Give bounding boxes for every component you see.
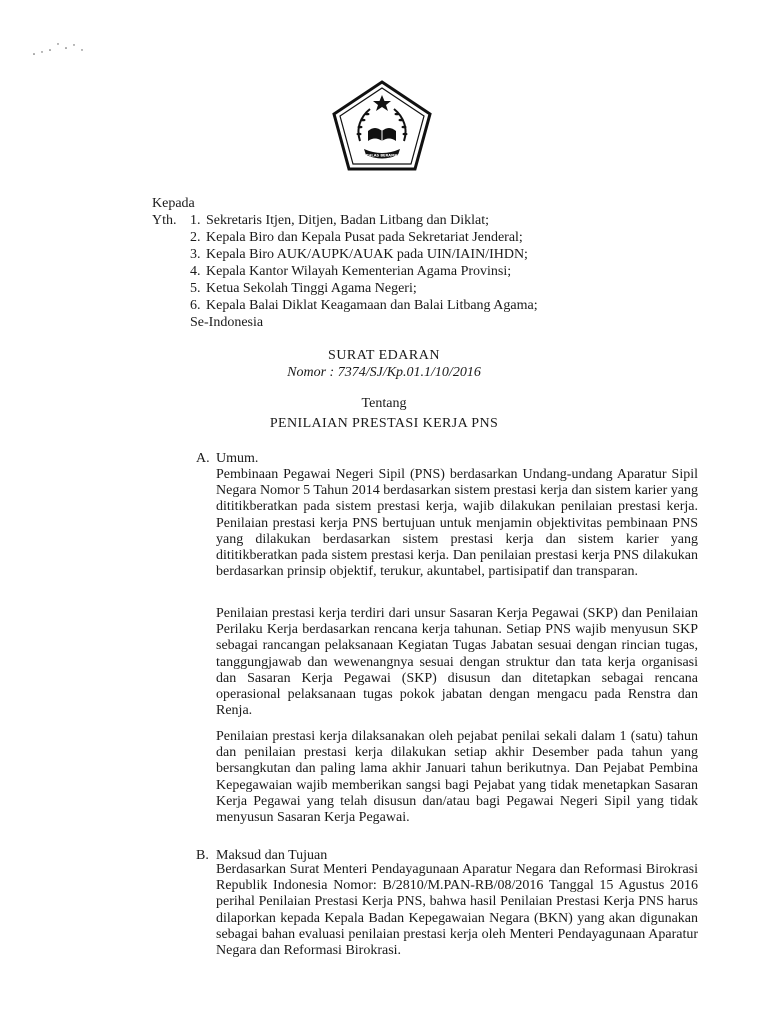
ministry-emblem-icon [330,79,434,173]
letter-number: Nomor : 7374/SJ/Kp.01.1/10/2016 [287,365,481,380]
section-b-heading: B. Maksud dan Tujuan [196,848,328,863]
recipient-list [152,212,538,331]
section-a-paragraph-1: Pembinaan Pegawai Negeri Sipil (PNS) berdasarkan Undang-undang Aparatur Sipil Negara Nomor 5 Tahun 2014 berdasarkan sistem prestasi kerja dan sistem karier yang dititikberatkan pada sistem prestasi kerja, wajib dilakukan penilaian prestasi kerja. Penilaian prestasi kerja PNS bertujuan untuk menjamin objektivitas pembinaan PNS yang dilakukan berdasarkan sistem prestasi kerja dan sistem karier yang dititikberatkan pada sistem prestasi kerja. Dan penilaian prestasi kerja PNS dilakukan berdasarkan prinsip objektif, terukur, akuntabel, partisipatif dan transparan. [216,467,698,580]
recipient-item: 6. Kepala Balai Diklat Keagamaan dan Balai Litbang Agama; [190,298,538,313]
recipient-region: Se-Indonesia [190,315,264,330]
yth-label: Yth. [152,213,177,228]
letter-subject: PENILAIAN PRESTASI KERJA PNS [269,416,499,431]
letter-about-label: Tentang [361,396,407,411]
recipient-item: 5. Ketua Sekolah Tinggi Agama Negeri; [190,281,417,296]
section-a-paragraph-2: Penilaian prestasi kerja terdiri dari unsur Sasaran Kerja Pegawai (SKP) dan Penilaian Perilaku Kerja berdasarkan rencana kerja tahunan. Setiap PNS wajib menyusun SKP sebagai rancangan pelaksanaan Kegiatan Tugas Jabatan sesuai dengan rincian tugas, tanggungjawab dan wewenangnya sesuai dengan struktur dan tata kerja organisasi dan Sasaran Kerja Pegawai (SKP) disusun dan ditetapkan sebagai rencana operasional pelaksanaan tugas pokok jabatan dengan mengacu pada Renstra dan Renja. [216,606,698,719]
recipient-item: Yth. 1. Sekretaris Itjen, Ditjen, Badan Litbang dan Diklat; [152,213,490,228]
section-a-heading: A. Umum. [196,451,259,466]
section-a-paragraph-3: Penilaian prestasi kerja dilaksanakan oleh pejabat penilai sekali dalam 1 (satu) tahun dan penilaian prestasi kerja dilakukan setiap akhir Desember pada tahun yang bersangkutan dan paling lama akhir Januari tahun berikutnya. Dan Pejabat Pembina Kepegawaian wajib memberikan sangsi bagi Pejabat yang tidak menetapkan Sasaran Kerja Pegawai yang telah disusun dan/atau bagi Pegawai Negeri Sipil yang tidak menyusun Sasaran Kerja Pegawai. [216,729,698,826]
recipient-item: 4. Kepala Kantor Wilayah Kementerian Agama Provinsi; [190,264,512,279]
recipient-label: Kepada [152,196,195,211]
recipient-item: 2. Kepala Biro dan Kepala Pusat pada Sekretariat Jenderal; [190,230,523,245]
recipient-item: 3. Kepala Biro AUK/AUPK/AUAK pada UIN/IAIN/IHDN; [190,247,528,262]
scan-specks [28,38,98,60]
letter-title: SURAT EDARAN [328,348,440,363]
section-b-paragraph-1: Berdasarkan Surat Menteri Pendayagunaan Aparatur Negara dan Reformasi Birokrasi Republik Indonesia Nomor: B/2810/M.PAN-RB/08/2016 Tanggal 15 Agustus 2016 perihal Penilaian Prestasi Kerja PNS, bahwa hasil Penilaian Prestasi Kerja PNS harus dilaporkan kepada Kepala Badan Kepegawaian Negara (BKN) yang akan digunakan sebagai bahan evaluasi penilaian prestasi kerja oleh Menteri Pendayagunaan Aparatur Negara dan Reformasi Birokrasi. [216,862,698,959]
emblem-motto: IKHLAS BERAMAL [364,153,400,158]
